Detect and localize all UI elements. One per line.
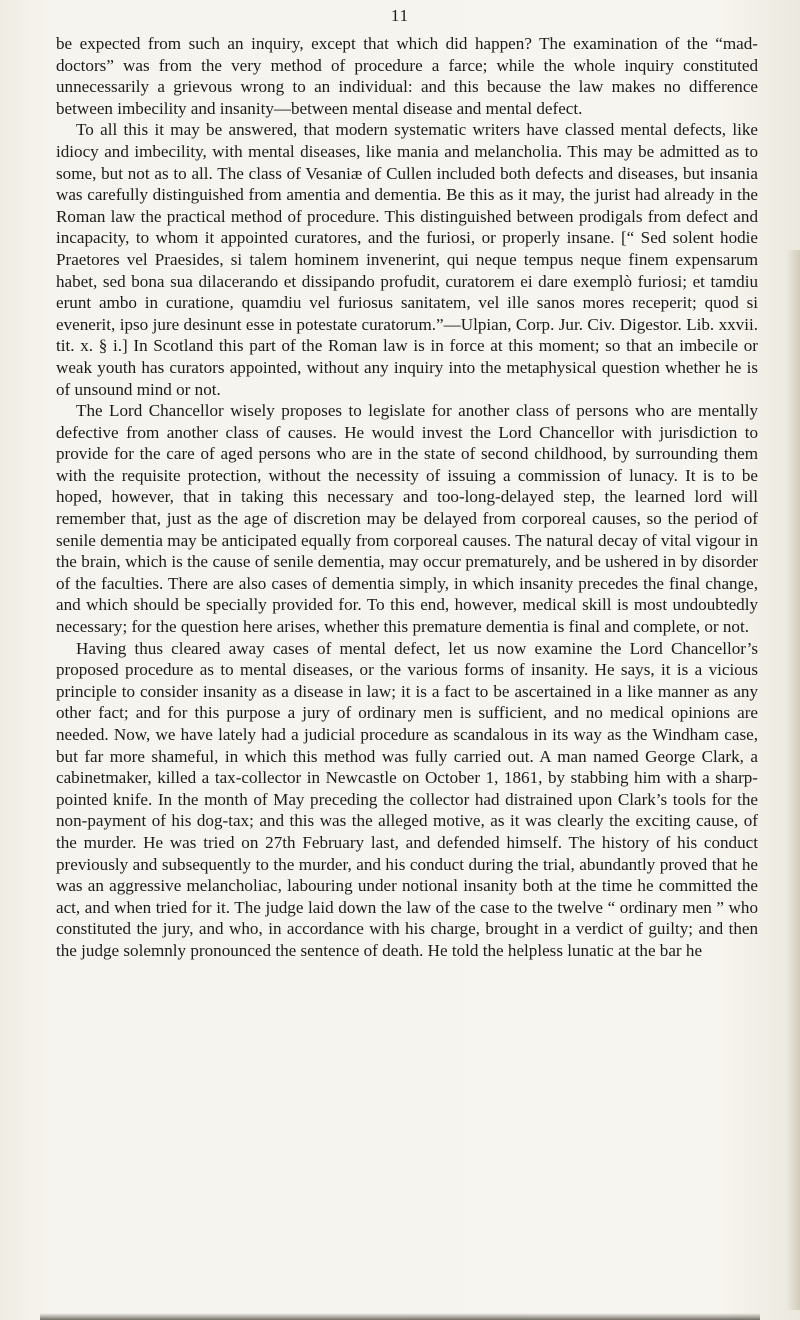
paragraph-continuation: be expected from such an inquiry, except that which did happen? The examination of the “mad-doctors” was from the very method of procedure a farce; while the whole inquiry constituted unnecessarily a grievous wrong to an individual: and this because the law makes no difference between imbecility and insanity—between mental disease and mental defect. bbox=[56, 34, 758, 118]
paragraph-roman-law: To all this it may be answered, that modern systematic writers have classed mental defects, like idiocy and imbecility, with mental diseases, like mania and melancholia. This may be admitted as to some, but not as to all. The class of Vesaniæ of Cullen included both defects and diseases, but insania was carefully distinguished from amentia and dementia. Be this as it may, the jurist had already in the Roman law the practical method of procedure. This distinguished between prodigals from defect and incapacity, to whom it appointed curatores, and the furiosi, or properly insane. [“ Sed solent hodie Praetores vel Praesides, si talem hominem invenerint, qui neque tempus neque finem expensarum habet, sed bona sua dilacerando et dissipando profudit, curatorem ei dare exemplò furiosi; et tamdiu erunt ambo in curatione, quamdiu vel furiosus sanitatem, vel ille sanos mores receperit; quod si evenerit, ipso jure desinunt esse in potestate curatorum.”—Ulpian, Corp. Jur. Civ. Digestor. Lib. xxvii. tit. x. § i.] In Scotland this part of the Roman law is in force at this moment; so that an imbecile or weak youth has curators appointed, without any inquiry into the metaphysical question whether he is of unsound mind or not. bbox=[56, 120, 758, 399]
page-number: 11 bbox=[390, 6, 410, 25]
body-text bbox=[56, 33, 758, 962]
page-edge-shadow bbox=[786, 250, 800, 1310]
paragraph-clark-case: Having thus cleared away cases of mental defect, let us now examine the Lord Chancellor’s proposed procedure as to mental diseases, or the various forms of insanity. He says, it is a vicious principle to consider insanity as a disease in law; it is a fact to be ascertained in a like manner as any other fact; and for this purpose a jury of ordinary men is sufficient, and no medical opinions are needed. Now, we have lately had a judicial procedure as scandalous in its way as the Windham case, but far more shameful, in which this method was fully carried out. A man named George Clark, a cabinetmaker, killed a tax-collector in Newcastle on October 1, 1861, by stabbing him with a sharp-pointed knife. In the month of May preceding the collector had distrained upon Clark’s tools for the non-payment of his dog-tax; and this was the alleged motive, as it was clearly the exciting cause, of the murder. He was tried on 27th February last, and defended himself. The history of his conduct previously and subsequently to the murder, and his conduct during the trial, abundantly proved that he was an aggressive melancholiac, labouring under notional insanity both at the time he committed the act, and when tried for it. The judge laid down the law of the case to the twelve “ ordinary men ” who constituted the jury, and who, in accordance with his charge, brought in a verdict of guilty; and then the judge solemnly pronounced the sentence of death. He told the helpless lunatic at the bar he bbox=[56, 638, 758, 960]
page-bottom-edge bbox=[40, 1313, 760, 1320]
paragraph-lord-chancellor: The Lord Chancellor wisely proposes to legislate for another class of persons who are mentally defective from another class of causes. He would invest the Lord Chancellor with jurisdiction to provide for the care of aged persons who are in the state of second childhood, by surrounding them with the requisite protection, without the necessity of issuing a commission of lunacy. It is to be hoped, however, that in taking this necessary and too-long-delayed step, the learned lord will remember that, just as the age of discretion may be delayed from corporeal causes, so the period of senile dementia may be anticipated equally from corporeal causes. The natural decay of vital vigour in the brain, which is the cause of senile dementia, may occur prematurely, and be ushered in by disorder of the faculties. There are also cases of dementia simply, in which insanity precedes the final change, and which should be specially provided for. To this end, however, medical skill is most undoubtedly necessary; for the question here arises, whether this premature dementia is final and complete, or not. bbox=[56, 401, 758, 637]
